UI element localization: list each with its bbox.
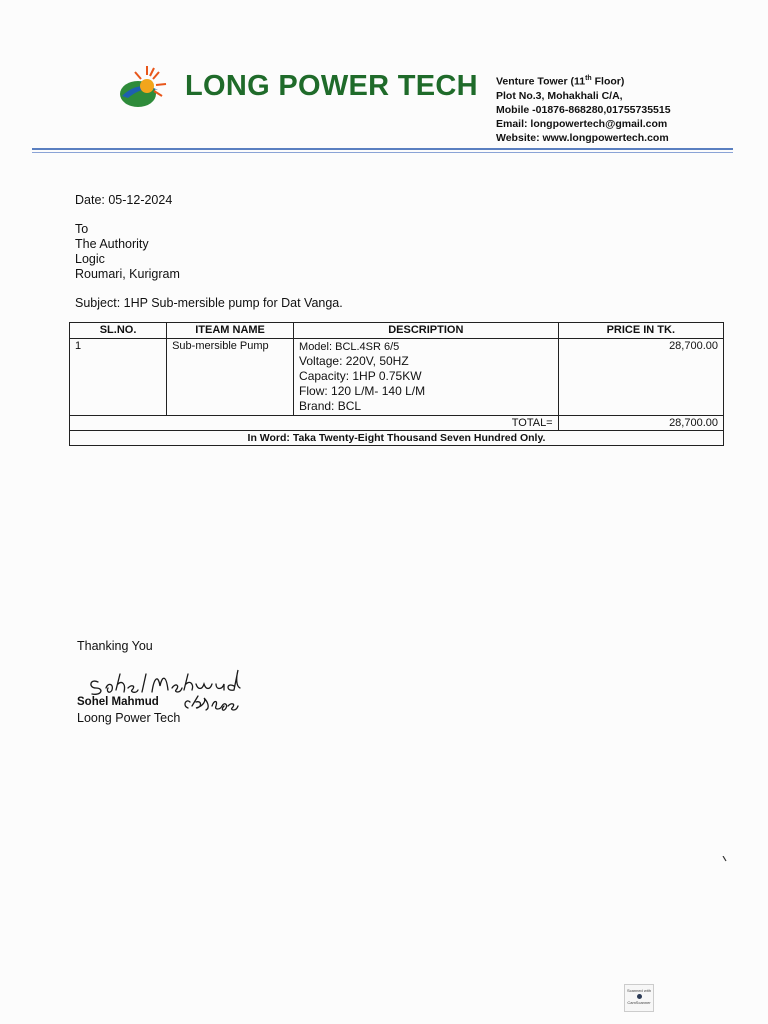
mobile-numbers: Mobile -01876-868280,01755735515 [496, 103, 671, 116]
table-header-row [70, 323, 724, 339]
description-line: Model: BCL.4SR 6/5 [299, 341, 400, 353]
column-header-price: PRICE IN TK. [558, 323, 723, 339]
column-header-item-name: ITEAM NAME [167, 323, 294, 339]
recipient-line: The Authority [75, 237, 149, 251]
amount-in-words: In Word: Taka Twenty-Eight Thousand Seven Hundred Only. [70, 431, 724, 446]
letterhead-divider-thin [32, 152, 733, 153]
letter-subject: Subject: 1HP Sub-mersible pump for Dat Vanga. [75, 296, 343, 310]
recipient-line: Logic [75, 252, 105, 266]
description-line: Voltage: 220V, 50HZ [299, 354, 409, 368]
column-header-description: DESCRIPTION [294, 323, 559, 339]
stray-mark-icon [722, 856, 728, 862]
column-header-sl: SL.NO. [70, 323, 167, 339]
closing-thanks: Thanking You [77, 639, 153, 653]
recipient-line: Roumari, Kurigram [75, 267, 180, 281]
email-address: Email: longpowertech@gmail.com [496, 117, 668, 130]
address-line-2: Plot No.3, Mohakhali C/A, [496, 89, 623, 102]
company-logo-icon [114, 62, 180, 114]
quotation-table [69, 322, 724, 446]
cell-item-name: Sub-mersible Pump [167, 339, 294, 416]
address-line-1: Venture Tower (11th Floor) [496, 75, 625, 88]
handwritten-signature [86, 668, 271, 716]
total-row [70, 416, 724, 431]
cell-price: 28,700.00 [558, 339, 723, 416]
signatory-company: Loong Power Tech [77, 711, 181, 725]
company-name: LONG POWER TECH [185, 70, 478, 102]
letter-date: Date: 05-12-2024 [75, 193, 173, 207]
cell-sl: 1 [70, 339, 167, 416]
description-line: Flow: 120 L/M- 140 L/M [299, 384, 426, 398]
signatory-name: Sohel Mahmud [77, 696, 159, 708]
total-value: 28,700.00 [558, 416, 723, 431]
description-line: Capacity: 1HP 0.75KW [299, 369, 422, 383]
camscanner-logo-icon [637, 994, 642, 999]
description-line: Brand: BCL [299, 399, 362, 413]
cell-description [294, 339, 559, 416]
amount-in-words-row [70, 431, 724, 446]
total-label: TOTAL= [70, 416, 559, 431]
camscanner-caption: Scanned with [626, 988, 651, 993]
to-label: To [75, 222, 89, 236]
camscanner-brand: CamScanner [625, 994, 653, 1006]
company-contact-block [496, 72, 671, 145]
table-row [70, 339, 724, 416]
website-address: Website: www.longpowertech.com [496, 131, 669, 144]
letterhead-divider [32, 148, 733, 150]
camscanner-watermark [624, 984, 654, 1012]
